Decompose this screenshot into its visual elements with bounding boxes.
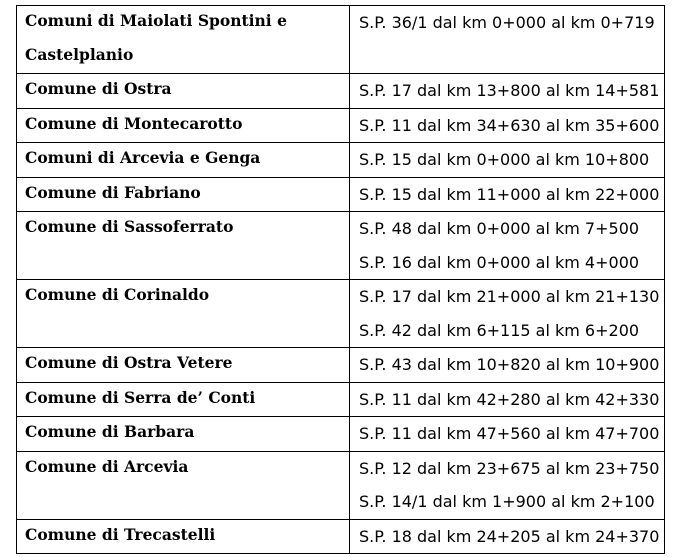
table-row (17, 280, 665, 348)
road-section-cell (350, 74, 665, 109)
table-row (17, 417, 665, 452)
road-section: S.P. 48 dal km 0+000 al km 7+500 (359, 219, 640, 238)
municipality-cell (17, 143, 350, 178)
road-section: S.P. 12 dal km 23+675 al km 23+750 (359, 458, 660, 478)
road-section-cell (350, 108, 665, 143)
road-section-cell (350, 382, 665, 417)
municipality-name: Comuni di Maiolati Spontini e (25, 11, 287, 30)
municipality-name: Comune di Corinaldo (25, 285, 210, 304)
table-row (17, 177, 665, 212)
road-section: S.P. 15 dal km 11+000 al km 22+000 (359, 184, 660, 204)
table-row (17, 382, 665, 417)
road-sections-table (16, 5, 665, 554)
road-section: S.P. 11 dal km 47+560 al km 47+700 (359, 424, 660, 443)
road-section: S.P. 17 dal km 13+800 al km 14+581 (359, 81, 660, 100)
road-section: S.P. 17 dal km 21+000 al km 21+130 (359, 287, 660, 306)
road-section-cell (350, 143, 665, 178)
municipality-cell (17, 519, 350, 554)
municipality-cell (17, 212, 350, 280)
municipality-name: Comune di Fabriano (25, 182, 201, 202)
road-section-cell (350, 348, 665, 383)
table-row (17, 519, 665, 554)
municipality-name: Comune di Barbara (25, 422, 195, 441)
road-section-cell (350, 177, 665, 212)
table-body (17, 6, 665, 554)
table-row (17, 348, 665, 383)
road-section: S.P. 11 dal km 42+280 al km 42+330 (359, 389, 660, 409)
road-section: S.P. 18 dal km 24+205 al km 24+370 (359, 526, 660, 546)
municipality-name: Comune di Trecastelli (25, 524, 216, 544)
road-section-cell (350, 451, 665, 519)
table-row (17, 108, 665, 143)
municipality-cell (17, 348, 350, 383)
municipality-cell (17, 108, 350, 143)
table-row (17, 6, 665, 74)
road-section-cell (350, 417, 665, 452)
road-section: S.P. 16 dal km 0+000 al km 4+000 (359, 252, 640, 272)
road-section-cell (350, 519, 665, 554)
municipality-name: Comune di Serra de’ Conti (25, 387, 256, 407)
municipality-cell (17, 177, 350, 212)
road-section: S.P. 43 dal km 10+820 al km 10+900 (359, 355, 660, 374)
municipality-name: Comuni di Arcevia e Genga (25, 148, 261, 167)
municipality-name: Castelplanio (25, 44, 134, 64)
table-row (17, 74, 665, 109)
municipality-cell (17, 451, 350, 519)
table-row (17, 212, 665, 280)
municipality-cell (17, 74, 350, 109)
municipality-cell (17, 6, 350, 74)
municipality-name: Comune di Ostra Vetere (25, 353, 233, 372)
municipality-cell (17, 382, 350, 417)
road-section: S.P. 15 dal km 0+000 al km 10+800 (359, 150, 650, 169)
road-section: S.P. 11 dal km 34+630 al km 35+600 (359, 115, 660, 135)
road-section-cell (350, 212, 665, 280)
municipality-name: Comune di Arcevia (25, 456, 189, 476)
road-section-cell (350, 6, 665, 74)
road-section: S.P. 14/1 dal km 1+900 al km 2+100 (359, 492, 655, 511)
road-section: S.P. 42 dal km 6+115 al km 6+200 (359, 320, 640, 340)
table-row (17, 143, 665, 178)
table-row (17, 451, 665, 519)
municipality-name: Comune di Sassoferrato (25, 217, 234, 236)
municipality-cell (17, 417, 350, 452)
municipality-cell (17, 280, 350, 348)
road-section-cell (350, 280, 665, 348)
road-section: S.P. 36/1 dal km 0+000 al km 0+719 (359, 13, 655, 32)
municipality-name: Comune di Ostra (25, 79, 172, 98)
municipality-name: Comune di Montecarotto (25, 113, 243, 133)
